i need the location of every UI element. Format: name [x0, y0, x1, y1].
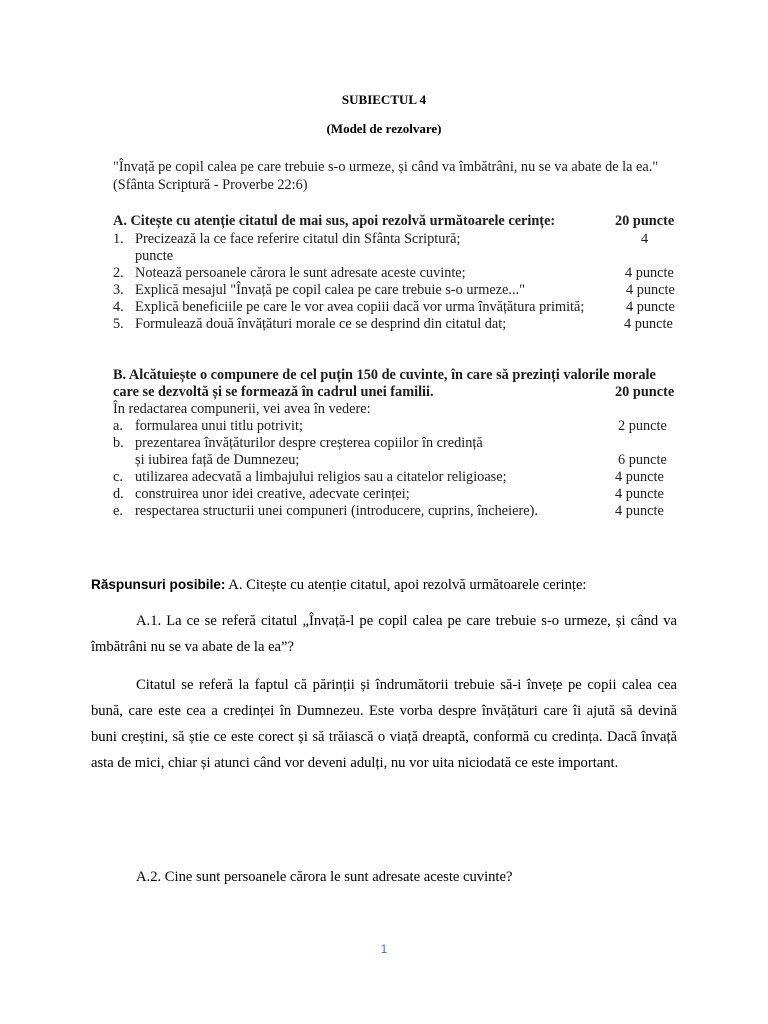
item-number: 1.: [113, 231, 124, 247]
section-b-item-d: [113, 486, 410, 503]
section-b-item-b: [113, 435, 483, 452]
answers-heading: [91, 572, 677, 598]
section-b-intro: În redactarea compunerii, vei avea în vedere:: [113, 401, 371, 417]
answer-a1: Citatul se referă la faptul că părinții și îndrumătorii trebuie să-i învețe pe copii calea cea bună, care este cea a credinței în Dumnezeu. Este vorba despre învățături care îi ajută să devină buni creștini, să știe ce este corect și să trăiască o viață dreaptă, conformă cu credința. Dacă învață asta de mici, chiar și atunci când vor deveni adulți, nu vor uita niciodată ce este important.: [91, 677, 677, 771]
item-text: respectarea structurii unei compuneri (introducere, cuprins, încheiere).: [135, 503, 538, 519]
item-number: 4.: [113, 299, 124, 315]
item-number: 2.: [113, 265, 124, 281]
item-text: Formulează două învățături morale ce se desprind din citatul dat;: [135, 316, 507, 332]
item-number: c.: [113, 469, 123, 485]
section-b-heading-line2: care se dezvoltă și se formează în cadrul unei familii.: [113, 384, 434, 400]
page-subtitle: (Model de rezolvare): [326, 121, 442, 136]
section-a-item-5: [113, 316, 506, 333]
item-text: construirea unor idei creative, adecvate cerinței;: [135, 486, 410, 502]
question-a1: A.1. La ce se referă citatul „Învață-l pe copil calea pe care trebuie s-o urmeze, și când va îmbătrâni nu se va abate de la ea”?: [91, 613, 677, 655]
scanned-exam-excerpt: [113, 155, 675, 525]
item-points: 4: [641, 231, 649, 247]
section-b-item-e: [113, 503, 538, 520]
item-number: 3.: [113, 282, 124, 298]
item-text: formularea unui titlu potrivit;: [135, 418, 303, 434]
answers-lead: Răspunsuri posibile:: [91, 577, 226, 592]
quote-source: (Sfânta Scriptură - Proverbe 22:6): [113, 177, 308, 193]
item-continuation: puncte: [135, 248, 174, 264]
item-points: 4 puncte: [615, 503, 664, 519]
section-b-heading-line1: B. Alcătuiește o compunere de cel puțin 150 de cuvinte, în care să prezinți valorile morale: [113, 367, 656, 383]
item-points: 4 puncte: [626, 282, 675, 298]
item-points: 4 puncte: [624, 316, 673, 332]
item-points: 4 puncte: [615, 469, 664, 485]
section-a-item-2: [113, 265, 466, 282]
item-text: prezentarea învățăturilor despre creșterea copiilor în credință: [135, 435, 483, 451]
item-text: utilizarea adecvată a limbajului religios sau a citatelor religioase;: [135, 469, 507, 485]
page-title: SUBIECTUL 4: [341, 92, 427, 107]
item-number: b.: [113, 435, 124, 451]
item-points: 2 puncte: [618, 418, 667, 434]
answers-lead-rest: A. Citește cu atenție citatul, apoi rezolvă următoarele cerințe:: [225, 577, 587, 593]
section-b-points: 20 puncte: [615, 384, 675, 400]
item-points: 4 puncte: [626, 299, 675, 315]
page-number: 1: [380, 942, 388, 956]
item-text: Notează persoanele cărora le sunt adresate aceste cuvinte;: [135, 265, 466, 281]
section-b-item-a: [113, 418, 303, 435]
item-number: e.: [113, 503, 123, 519]
section-a-item-4: [113, 299, 584, 316]
item-continuation: și iubirea față de Dumnezeu;: [135, 452, 300, 468]
section-b-item-c: [113, 469, 507, 486]
item-text: Explică mesajul "Învață pe copil calea pe care trebuie s-o urmeze...": [135, 282, 525, 298]
item-points: 6 puncte: [618, 452, 667, 468]
item-points: 4 puncte: [615, 486, 664, 502]
section-a-item-3: [113, 282, 525, 299]
section-a-item-1: [113, 231, 460, 248]
item-number: d.: [113, 486, 124, 502]
item-text: Precizează la ce face referire citatul din Sfânta Scriptură;: [135, 231, 461, 247]
item-points: 4 puncte: [625, 265, 674, 281]
question-a2: A.2. Cine sunt persoanele cărora le sunt adresate aceste cuvinte?: [136, 869, 513, 885]
quote: "Învață pe copil calea pe care trebuie s-o urmeze, și când va îmbătrâni, nu se va abate de la ea.": [113, 159, 659, 175]
section-a-points: 20 puncte: [615, 213, 675, 229]
section-a-heading: A. Citește cu atenție citatul de mai sus, apoi rezolvă următoarele cerințe:: [113, 213, 556, 229]
item-text: Explică beneficiile pe care le vor avea copiii dacă vor urma învățătura primită;: [135, 299, 585, 315]
item-number: a.: [113, 418, 123, 434]
item-number: 5.: [113, 316, 124, 332]
